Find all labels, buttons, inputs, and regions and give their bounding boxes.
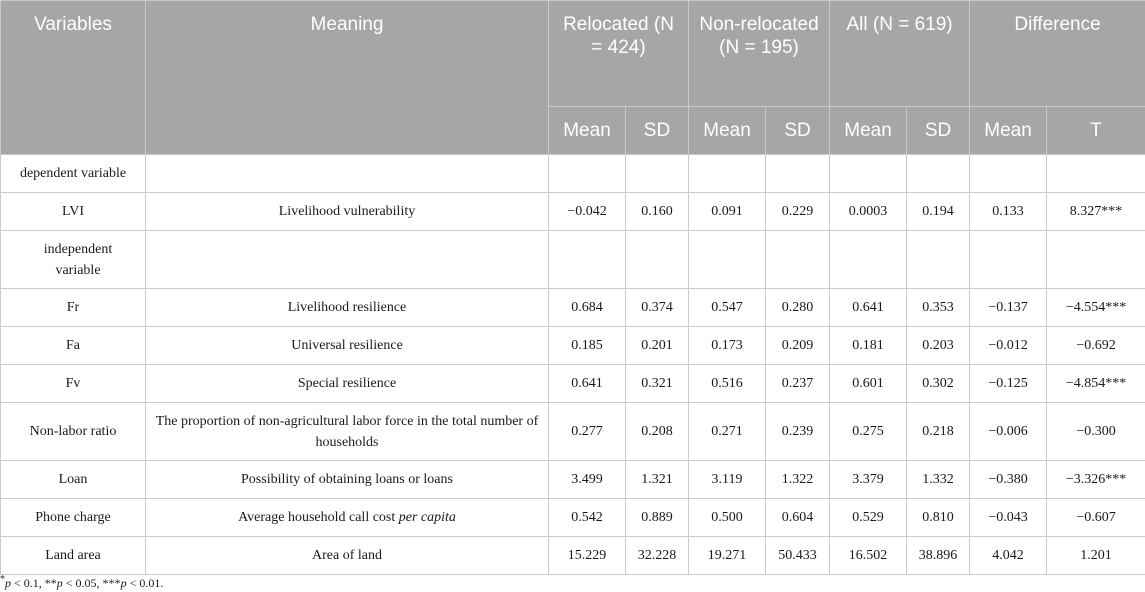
cell-t: −4.554*** — [1047, 289, 1145, 327]
cell-variable: Fv — [1, 365, 146, 403]
cell-relocated-sd: 0.889 — [626, 499, 689, 537]
cell-relocated-sd: 32.228 — [626, 537, 689, 575]
cell-nonrelocated-sd: 0.237 — [766, 365, 830, 403]
cell-all-mean: 0.0003 — [830, 193, 907, 231]
cell-relocated-mean: −0.042 — [549, 193, 626, 231]
cell-nonrelocated-sd: 1.322 — [766, 461, 830, 499]
cell-meaning: Livelihood resilience — [146, 289, 549, 327]
footnote-p: p — [56, 576, 63, 590]
section-dependent: dependent variable — [1, 155, 146, 193]
subheader-mean: Mean — [549, 107, 626, 155]
cell-variable: Loan — [1, 461, 146, 499]
subheader-sd: SD — [626, 107, 689, 155]
cell-t: −4.854*** — [1047, 365, 1145, 403]
cell-all-mean: 3.379 — [830, 461, 907, 499]
cell-nonrelocated-mean: 0.173 — [689, 327, 766, 365]
cell-diff-mean: −0.380 — [970, 461, 1047, 499]
header-difference: Difference — [970, 1, 1145, 107]
header-meaning: Meaning — [146, 1, 549, 155]
cell-relocated-mean: 15.229 — [549, 537, 626, 575]
table-row — [1, 365, 1145, 403]
cell-variable: LVI — [1, 193, 146, 231]
cell-relocated-mean: 0.641 — [549, 365, 626, 403]
cell-relocated-mean: 0.542 — [549, 499, 626, 537]
subheader-mean: Mean — [830, 107, 907, 155]
cell-diff-mean: 4.042 — [970, 537, 1047, 575]
cell-relocated-sd: 0.321 — [626, 365, 689, 403]
cell-all-mean: 0.601 — [830, 365, 907, 403]
section-row — [1, 231, 1145, 289]
cell-all-sd: 38.896 — [907, 537, 970, 575]
cell-nonrelocated-mean: 3.119 — [689, 461, 766, 499]
cell-relocated-sd: 0.208 — [626, 403, 689, 461]
cell-t: −0.692 — [1047, 327, 1145, 365]
header-nonrelocated: Non-relocated (N = 195) — [689, 1, 830, 107]
header-all: All (N = 619) — [830, 1, 970, 107]
cell-t: 1.201 — [1047, 537, 1145, 575]
cell-nonrelocated-mean: 0.271 — [689, 403, 766, 461]
footnote-star: * — [0, 574, 5, 585]
cell-relocated-sd: 0.201 — [626, 327, 689, 365]
cell-meaning: Universal resilience — [146, 327, 549, 365]
cell-variable: Fr — [1, 289, 146, 327]
cell-nonrelocated-sd: 0.280 — [766, 289, 830, 327]
footnote-p: p — [5, 576, 11, 590]
cell-relocated-sd: 1.321 — [626, 461, 689, 499]
cell-nonrelocated-sd: 0.604 — [766, 499, 830, 537]
cell-t: 8.327*** — [1047, 193, 1145, 231]
cell-relocated-mean: 3.499 — [549, 461, 626, 499]
cell-all-sd: 0.218 — [907, 403, 970, 461]
cell-all-sd: 0.203 — [907, 327, 970, 365]
table-row — [1, 193, 1145, 231]
subheader-mean: Mean — [689, 107, 766, 155]
cell-diff-mean: −0.043 — [970, 499, 1047, 537]
subheader-t: T — [1047, 107, 1145, 155]
cell-t: −0.300 — [1047, 403, 1145, 461]
footnote-p: p — [120, 576, 127, 590]
table-row — [1, 403, 1145, 461]
cell-t: −0.607 — [1047, 499, 1145, 537]
cell-variable: Fa — [1, 327, 146, 365]
cell-relocated-sd: 0.160 — [626, 193, 689, 231]
subheader-sd: SD — [907, 107, 970, 155]
cell-diff-mean: 0.133 — [970, 193, 1047, 231]
cell-all-sd: 0.353 — [907, 289, 970, 327]
cell-all-sd: 1.332 — [907, 461, 970, 499]
cell-meaning: Area of land — [146, 537, 549, 575]
cell-variable: Land area — [1, 537, 146, 575]
cell-t: −3.326*** — [1047, 461, 1145, 499]
table-row — [1, 537, 1145, 575]
cell-nonrelocated-sd: 0.209 — [766, 327, 830, 365]
cell-all-mean: 0.641 — [830, 289, 907, 327]
section-independent: independent variable — [1, 231, 146, 289]
table-row — [1, 289, 1145, 327]
significance-footnote — [0, 574, 163, 591]
cell-nonrelocated-mean: 0.091 — [689, 193, 766, 231]
cell-variable: Phone charge — [1, 499, 146, 537]
footnote-text: < 0.01. — [126, 576, 164, 590]
section-row — [1, 155, 1145, 193]
cell-nonrelocated-mean: 0.516 — [689, 365, 766, 403]
header-relocated: Relocated (N = 424) — [549, 1, 689, 107]
table-row — [1, 327, 1145, 365]
cell-meaning — [146, 499, 549, 537]
cell-meaning: Livelihood vulnerability — [146, 193, 549, 231]
cell-nonrelocated-mean: 0.500 — [689, 499, 766, 537]
cell-relocated-mean: 0.277 — [549, 403, 626, 461]
subheader-mean: Mean — [970, 107, 1047, 155]
cell-relocated-mean: 0.185 — [549, 327, 626, 365]
cell-all-mean: 16.502 — [830, 537, 907, 575]
cell-all-sd: 0.302 — [907, 365, 970, 403]
cell-all-sd: 0.194 — [907, 193, 970, 231]
cell-meaning-text: Average household call cost — [238, 510, 399, 525]
cell-diff-mean: −0.006 — [970, 403, 1047, 461]
table-row — [1, 499, 1145, 537]
cell-nonrelocated-sd: 50.433 — [766, 537, 830, 575]
cell-relocated-mean: 0.684 — [549, 289, 626, 327]
cell-all-mean: 0.181 — [830, 327, 907, 365]
table-row — [1, 461, 1145, 499]
footnote-text: < 0.05, *** — [62, 576, 121, 590]
cell-diff-mean: −0.125 — [970, 365, 1047, 403]
cell-nonrelocated-mean: 19.271 — [689, 537, 766, 575]
cell-all-mean: 0.529 — [830, 499, 907, 537]
cell-diff-mean: −0.137 — [970, 289, 1047, 327]
subheader-sd: SD — [766, 107, 830, 155]
cell-nonrelocated-sd: 0.239 — [766, 403, 830, 461]
cell-relocated-sd: 0.374 — [626, 289, 689, 327]
cell-variable: Non-labor ratio — [1, 403, 146, 461]
cell-all-sd: 0.810 — [907, 499, 970, 537]
header-variables: Variables — [1, 1, 146, 155]
cell-meaning: The proportion of non-agricultural labor force in the total number of households — [146, 403, 549, 461]
footnote-text: < 0.1, ** — [11, 576, 57, 590]
cell-diff-mean: −0.012 — [970, 327, 1047, 365]
cell-meaning: Possibility of obtaining loans or loans — [146, 461, 549, 499]
cell-all-mean: 0.275 — [830, 403, 907, 461]
cell-nonrelocated-sd: 0.229 — [766, 193, 830, 231]
cell-meaning-emphasis: per capita — [398, 510, 456, 525]
cell-nonrelocated-mean: 0.547 — [689, 289, 766, 327]
cell-meaning: Special resilience — [146, 365, 549, 403]
